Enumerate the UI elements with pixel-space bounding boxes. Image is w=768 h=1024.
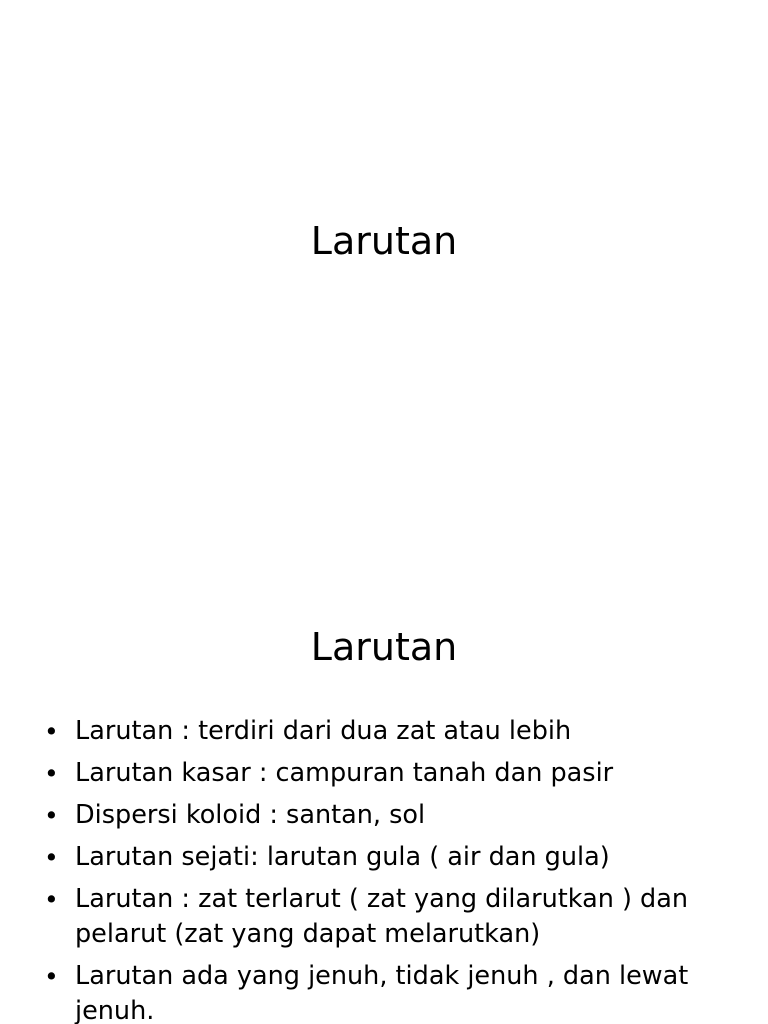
bullet-item: [44, 840, 724, 875]
bullet-icon: •: [44, 801, 59, 830]
content-slide: [0, 576, 768, 1024]
bullet-text: Larutan : terdiri dari dua zat atau lebih: [75, 716, 572, 746]
bullet-item: [44, 882, 724, 952]
bullet-item: [44, 798, 724, 833]
bullet-text: Larutan sejati: larutan gula ( air dan gula): [75, 842, 610, 872]
bullet-text: Larutan : zat terlarut ( zat yang dilarutkan ) dan pelarut (zat yang dapat melarutkan): [75, 884, 689, 949]
bullet-icon: •: [44, 962, 59, 991]
bullet-item: [44, 714, 724, 749]
slide-title: Larutan: [310, 219, 458, 263]
bullet-icon: •: [44, 843, 59, 872]
bullet-icon: •: [44, 717, 59, 746]
bullet-list: [44, 714, 724, 1024]
slide-title: Larutan: [310, 625, 458, 669]
bullet-text: Larutan kasar : campuran tanah dan pasir: [75, 758, 614, 788]
bullet-text: Dispersi koloid : santan, sol: [75, 800, 426, 830]
bullet-text: Larutan ada yang jenuh, tidak jenuh , dan lewat jenuh.: [75, 961, 689, 1024]
bullet-icon: •: [44, 759, 59, 788]
bullet-item: [44, 959, 724, 1024]
bullet-icon: •: [44, 885, 59, 914]
bullet-item: [44, 756, 724, 791]
